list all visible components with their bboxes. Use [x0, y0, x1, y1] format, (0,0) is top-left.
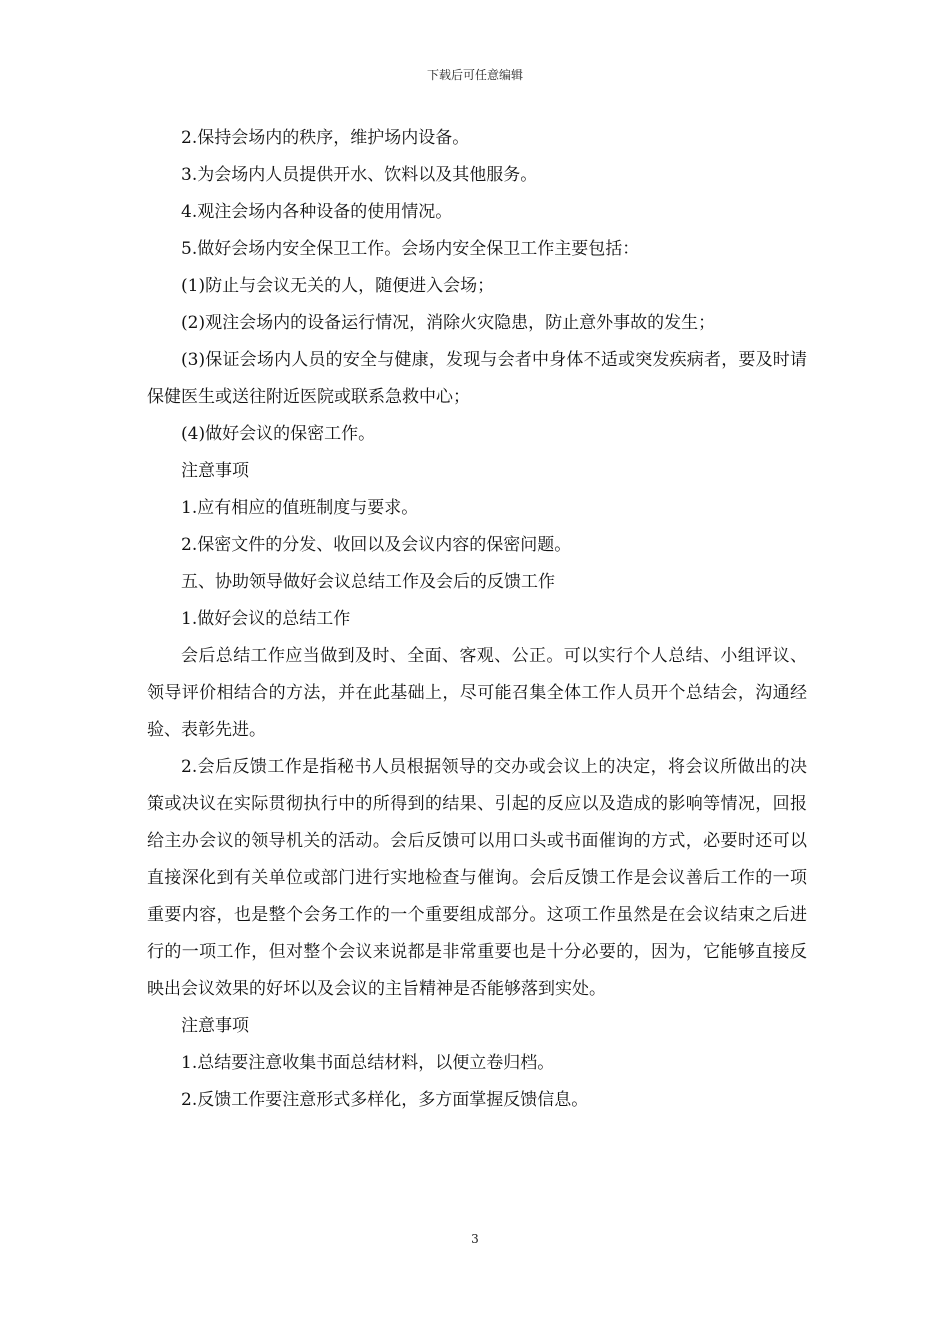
paragraph: 3.为会场内人员提供开水、饮料以及其他服务。: [181, 165, 538, 185]
paragraph: (4)做好会议的保密工作。: [181, 424, 376, 444]
paragraph: 5.做好会场内安全保卫工作。会场内安全保卫工作主要包括：: [181, 239, 640, 259]
paragraph: 会后总结工作应当做到及时、全面、客观、公正。可以实行个人总结、小组评议、领导评价相结合的方法，并在此基础上，尽可能召集全体工作人员开个总结会，沟通经验、表彰先进。: [147, 646, 807, 740]
paragraph: 2.保密文件的分发、收回以及会议内容的保密问题。: [181, 535, 572, 555]
paragraph: (1)防止与会议无关的人，随便进入会场；: [181, 276, 495, 296]
section-heading: 五、协助领导做好会议总结工作及会后的反馈工作: [181, 572, 555, 592]
paragraph: 4.观注会场内各种设备的使用情况。: [181, 202, 453, 222]
page-header: 下载后可任意编辑: [426, 68, 523, 82]
paragraph: 1.总结要注意收集书面总结材料，以便立卷归档。: [181, 1053, 555, 1073]
paragraph: 2.保持会场内的秩序，维护场内设备。: [181, 128, 470, 148]
paragraph: 1.应有相应的值班制度与要求。: [181, 498, 419, 518]
document-body: [147, 120, 807, 1119]
paragraph: 2.反馈工作要注意形式多样化，多方面掌握反馈信息。: [181, 1090, 589, 1110]
section-heading: 注意事项: [181, 461, 249, 481]
paragraph: (3)保证会场内人员的安全与健康，发现与会者中身体不适或突发疾病者，要及时请保健医生或送往附近医院或联系急救中心；: [147, 350, 807, 407]
paragraph: (2)观注会场内的设备运行情况，消除火灾隐患，防止意外事故的发生；: [181, 313, 716, 333]
page-number: 3: [471, 1232, 479, 1246]
paragraph: 1.做好会议的总结工作: [181, 609, 351, 629]
paragraph: 2.会后反馈工作是指秘书人员根据领导的交办或会议上的决定，将会议所做出的决策或决议在实际贯彻执行中的所得到的结果、引起的反应以及造成的影响等情况，回报给主办会议的领导机关的活动。会后反馈可以用口头或书面催询的方式，必要时还可以直接深化到有关单位或部门进行实地检查与催询。会后反馈工作是会议善后工作的一项重要内容，也是整个会务工作的一个重要组成部分。这项工作虽然是在会议结束之后进行的一项工作，但对整个会议来说都是非常重要也是十分必要的，因为，它能够直接反映出会议效果的好坏以及会议的主旨精神是否能够落到实处。: [147, 757, 807, 999]
section-heading: 注意事项: [181, 1016, 249, 1036]
